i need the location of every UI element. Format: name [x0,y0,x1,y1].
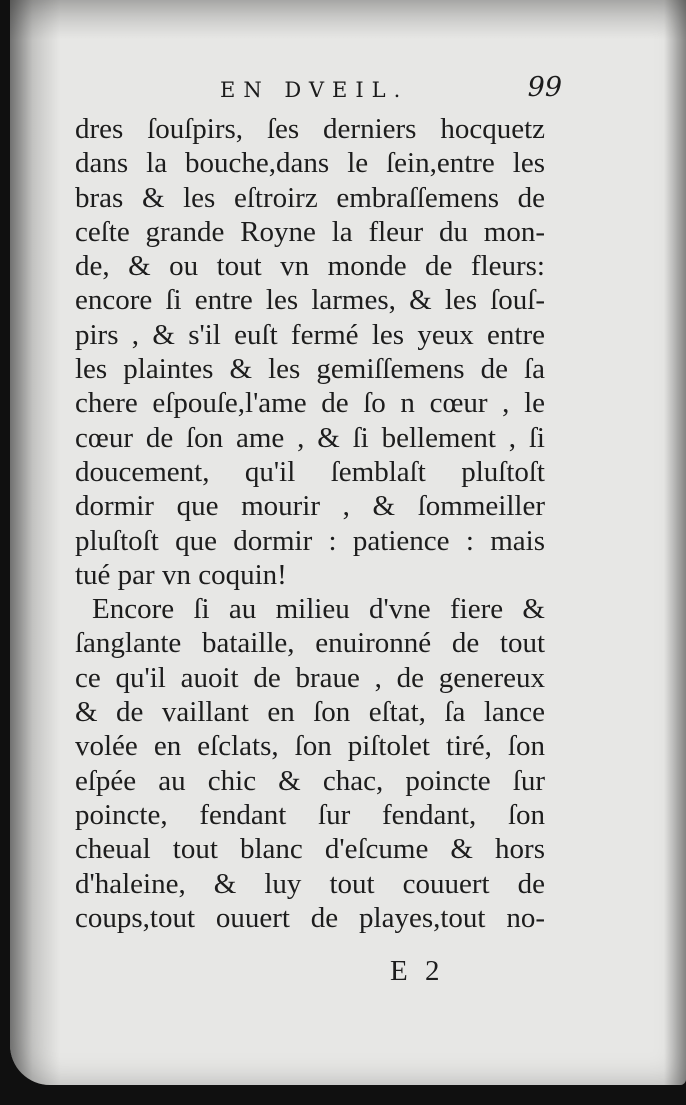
page-header [70,72,562,110]
text-line: dormir que mourir , & ſommeiller [75,490,545,523]
text-line: & de vaillant en ſon eſtat, ſa lance [75,696,545,729]
text-line: Encore ſi au milieu d'vne fiere & [92,593,545,626]
text-line: cœur de ſon ame , & ſi bellement , ſi [75,421,545,454]
text-line: d'haleine, & luy tout couuert de [75,867,545,900]
page-edge-shadow [664,0,686,1085]
page-number: 99 [527,72,562,103]
text-line: coups,tout ouuert de playes,tout no- [75,901,545,934]
text-line: tué par vn coquin! [75,558,287,591]
text-line: bras & les eſtroirz embraſſemens de [75,181,545,214]
text-line: pirs , & s'il euſt fermé les yeux entre [75,318,545,351]
text-line: dans la bouche,dans le ſein,entre les [75,147,545,180]
text-line: volée en eſclats, ſon piſtolet tiré, ſon [75,730,545,763]
text-line: ſanglante bataille, enuironné de tout [75,627,545,660]
running-head: EN DVEIL. [220,78,409,102]
text-line: poincte, fendant ſur fendant, ſon [75,798,545,831]
text-line: chere eſpouſe,l'ame de ſo n cœur , le [75,387,545,420]
text-line: de, & ou tout vn monde de fleurs: [75,250,545,283]
text-line: encore ſi entre les larmes, & les ſouſ- [75,284,545,317]
text-line: doucement, qu'il ſemblaſt pluſtoſt [75,455,545,488]
text-line: pluſtoſt que dormir : patience : mais [75,524,545,557]
top-edge-shadow [10,0,686,40]
signature-mark: E 2 [390,955,445,987]
text-line: eſpée au chic & chac, poincte ſur [75,764,545,797]
text-line: ce qu'il auoit de braue , de genereux [75,661,545,694]
text-line: ceſte grande Royne la fleur du mon- [75,215,545,248]
text-line: dres ſouſpirs, ſes derniers hocquetz [75,113,545,145]
text-line: cheual tout blanc d'eſcume & hors [75,833,545,866]
spine-shadow [10,0,60,1085]
body-text [75,112,545,935]
text-line: les plaintes & les gemiſſemens de ſa [75,353,545,386]
book-page [10,0,686,1085]
